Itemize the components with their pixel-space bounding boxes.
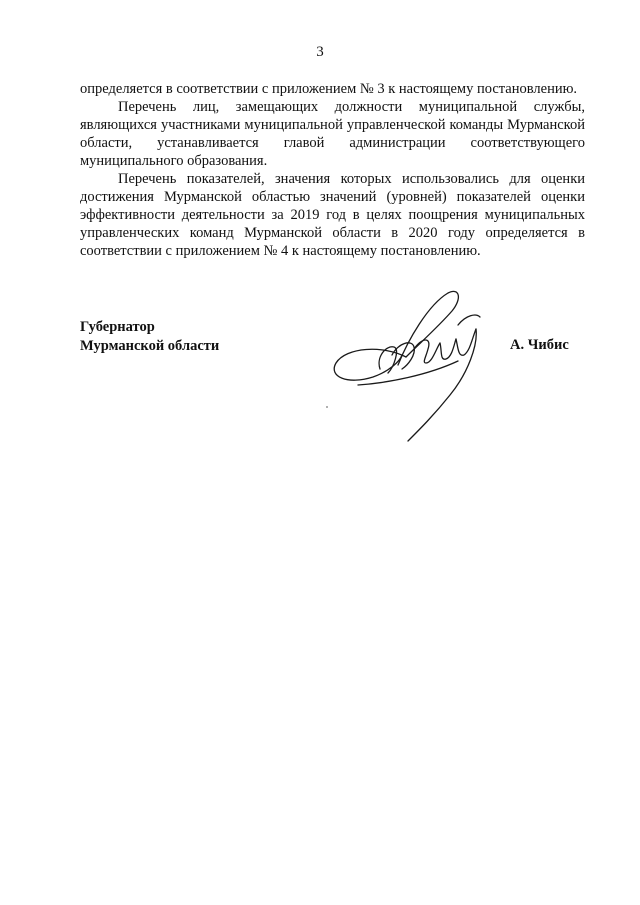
scan-speck <box>326 406 328 408</box>
paragraph-continuation: определяется в соответствии с приложением № 3 к настоящему постановлению. <box>80 81 578 97</box>
paragraph-indicators-list: Перечень показателей, значения которых использовались для оценки достижения Мурманской областью значений (уровней) показателей оценки эффективности деятельности за 2019 год в целях поощрения муниципальных управленческих команд Мурманской области в 2020 году определяется в соответствии с приложением № 4 к настоящему постановлению. <box>80 171 585 259</box>
signatory-position <box>80 318 219 356</box>
handwritten-signature <box>328 285 503 445</box>
paragraph-officials-list: Перечень лиц, замещающих должности муниципальной службы, являющихся участниками муниципальной управленческой команды Мурманской области, устанавливается главой администрации соответствующего муниципального образования. <box>80 99 585 169</box>
signatory-name: А. Чибис <box>510 337 569 353</box>
document-body <box>80 80 585 260</box>
signatory-region: Мурманской области <box>80 338 220 354</box>
signatory-title: Губернатор <box>80 319 155 335</box>
page-number: 3 <box>316 44 324 60</box>
